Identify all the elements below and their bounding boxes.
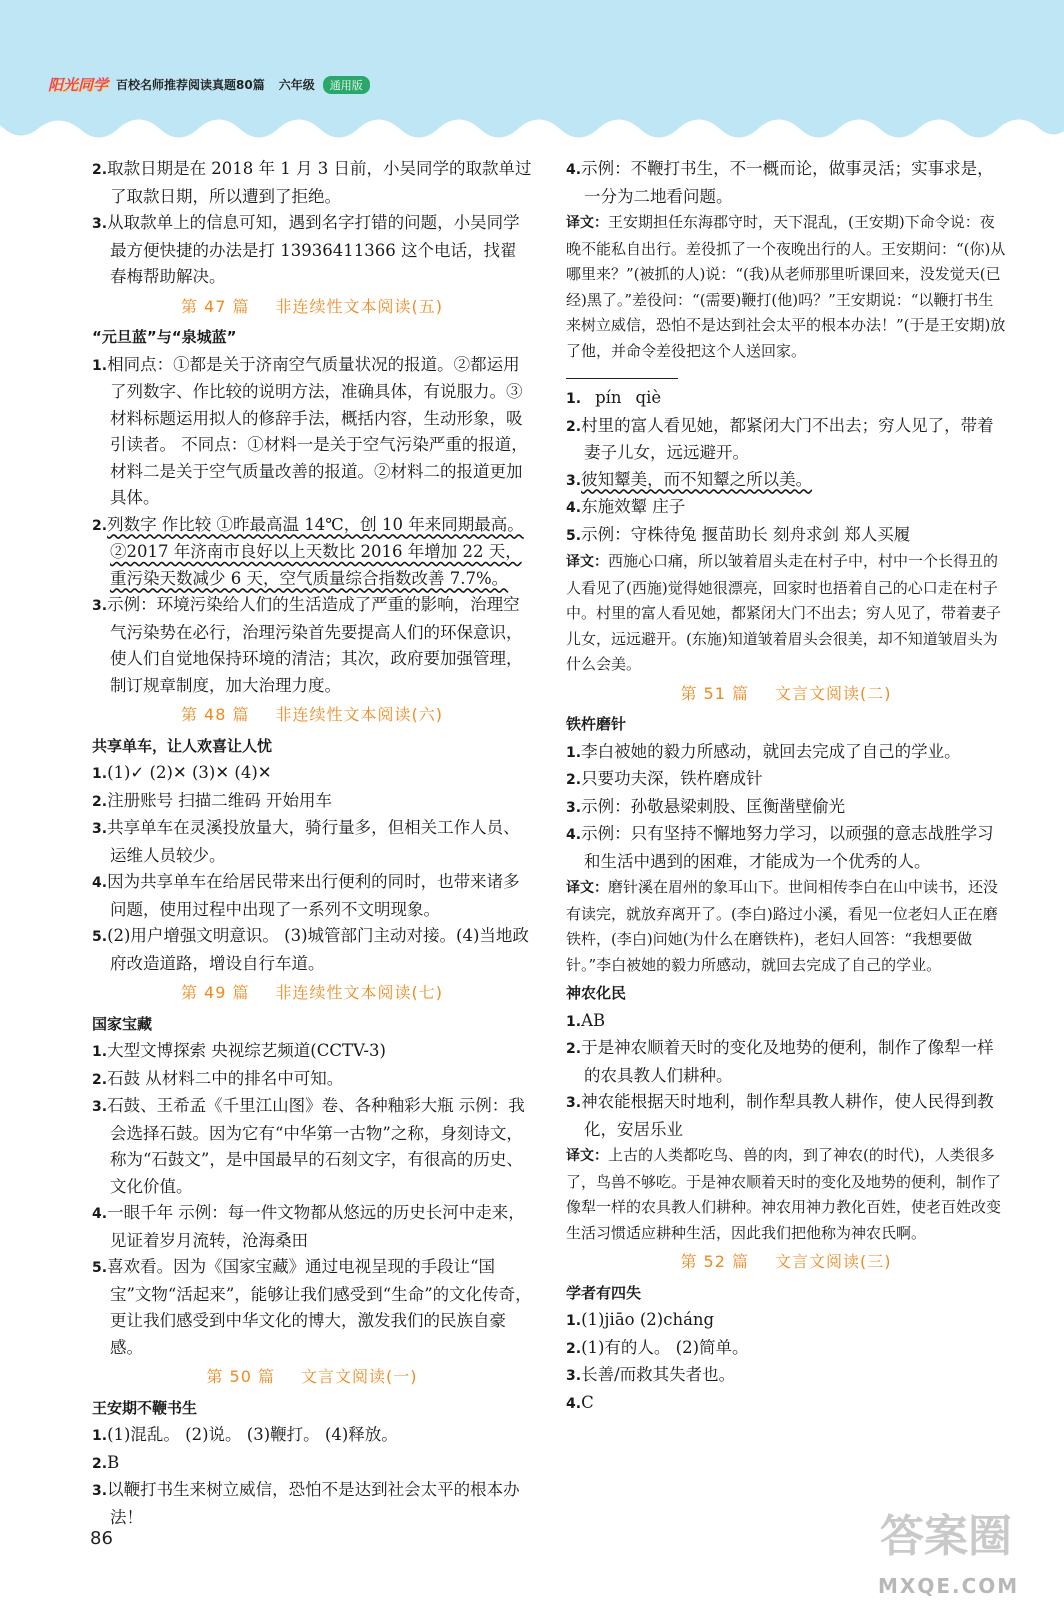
watermark-seal: 答案圈 [880, 1511, 1012, 1562]
answer-item: 5.(2)用户增强文明意识。 (3)城管部门主动对接。(4)当地政府改造道路，增设自行车道。 [92, 926, 529, 973]
answer-item: 1. pín qiè [566, 385, 1006, 413]
answer-item: 3.石鼓、王希孟《千里江山图》卷、各种釉彩大瓶 示例：我会选择石鼓。因为它有“中华第一古物”之称，身刻诗文，称为“石鼓文”，是中国最早的石刻文字，有很高的历史、文化价值。 [92, 1096, 525, 1196]
answer-item: 1.AB [566, 1010, 606, 1030]
answer-item: 5.喜欢看。因为《国家宝藏》通过电视呈现的手段让“国宝”文物“活起来”，能够让我们感受到“生命”的文化传奇，更让我们感受到中华文化的博大，激发我们的民族自豪感。 [92, 1257, 532, 1357]
answer-item: 2.注册账号 扫描二维码 开始用车 [92, 790, 333, 810]
answer-item: 1.李白被她的毅力所感动，就回去完成了自己的学业。 [566, 741, 961, 761]
left-column [92, 156, 532, 1531]
edition-badge: 通用版 [323, 76, 370, 94]
answer-item: 4.一眼千年 示例：每一件文物都从悠远的历史长河中走来，见证着岁月流转，沧海桑田 [92, 1203, 525, 1250]
answer-item: 2.列数字 作比较 ①昨最高温 14℃，创 10 年来同期最高。 ②2017 年济南市良好以上天数比 2016 年增加 22 天，重污染天数减少 6 天，空气质量综合指数改善 7.7%。 [92, 514, 524, 588]
answer-item: 2.村里的富人看见她，都紧闭大门不出去；穷人见了，带着妻子儿女，远远避开。 [566, 415, 994, 462]
translation-block: 译文：磨针溪在眉州的象耳山下。世间相传李白在山中读书，还没有读完，就放弃离开了。(李白)路过小溪，看见一位老妇人正在磨铁杵，(李白)问她(为什么在磨铁杵)，老妇人回答：“我想要做针。”李白被她的毅力所感动，就回去完成了自己的学业。 [566, 878, 999, 974]
answer-item: 3.示例：环境污染给人们的生活造成了严重的影响，治理空气污染势在必行，治理污染首先要提高人们的环保意识，使人们自觉地保持环境的清洁；其次，政府要加强管理，制订规章制度，加大治理力度。 [92, 595, 523, 695]
section-title-51: 第 51 篇 文言文阅读(二) [680, 683, 892, 703]
answer-item: 1.(1)✓ (2)✕ (3)✕ (4)✕ [92, 763, 272, 782]
passage-title: 王安期不鞭书生 [92, 1398, 198, 1417]
pinyin-a: pín [595, 388, 622, 407]
answer-item: 3.共享单车在灵溪投放量大，骑行量多，但相关工作人员、运维人员较少。 [92, 818, 520, 865]
translation-block: 译文：上古的人类都吃鸟、兽的肉，到了神农(的时代)，人类很多了，鸟兽不够吃。于是神农顺着天时的变化及地势的便利，制作了像犁一样的农具教人们耕种。神农用神力教化百姓，使老百姓改变生活习惯适应耕种生活，因此我们把他称为神农氏啊。 [566, 1146, 1002, 1242]
answer-item: 2.石鼓 从材料二中的排名中可知。 [92, 1068, 344, 1088]
answer-item: 3.彼知颦美，而不知颦之所以美。 [566, 469, 813, 489]
section-title-50: 第 50 篇 文言文阅读(一) [206, 1367, 418, 1386]
answer-item: 1.大型文博探索 央视综艺频道(CCTV-3) [92, 1041, 386, 1060]
grade-label: 六年级 [278, 78, 315, 92]
translation-block: 译文：西施心口痛，所以皱着眉头走在村子中，村中一个长得丑的人看见了(西施)觉得她很漂亮，回家时也捂着自己的心口走在村子中。村里的富人看见她，都紧闭大门不出去；穷人见了，带着妻子儿女，远远避开。(东施)知道皱着眉头会很美，却不知道皱眉头为什么会美。 [566, 552, 1002, 673]
section-title-49: 第 49 篇 非连续性文本阅读(七) [180, 983, 444, 1002]
watermark-url: MXQE.COM [878, 1574, 1020, 1598]
page-number: 86 [90, 1528, 113, 1549]
answer-item: 2.B [92, 1452, 120, 1472]
passage-title: 学者有四失 [566, 1283, 642, 1302]
answer-item: 4.因为共享单车在给居民带来出行便利的同时，也带来诸多问题，使用过程中出现了一系列不文明现象。 [92, 872, 520, 919]
answer-item: 5.示例：守株待兔 揠苗助长 刻舟求剑 郑人买履 [566, 524, 911, 544]
header-brand [48, 74, 370, 95]
answer-item: 4.东施效颦 庄子 [566, 497, 686, 516]
passage-title: 国家宝藏 [92, 1014, 153, 1033]
answer-item: 2.(1)有的人。 (2)简单。 [566, 1337, 749, 1357]
answer-item: 2.于是神农顺着天时的变化及地势的便利，制作了像犁一样的农具教人们耕种。 [566, 1038, 994, 1085]
answer-item: 3.以鞭打书生来树立威信，恐怕不是达到社会太平的根本办法！ [92, 1480, 520, 1527]
passage-title: 共享单车，让人欢喜让人忧 [92, 736, 273, 755]
divider [566, 378, 678, 379]
section-title-47: 第 47 篇 非连续性文本阅读(五) [180, 296, 444, 316]
answer-item: 3.长善/而救其失者也。 [566, 1365, 736, 1384]
passage-title: “元旦蓝”与“泉城蓝” [92, 328, 237, 346]
answer-item: 4.C [566, 1392, 594, 1412]
answer-item: 1.(1)jiāo (2)cháng [566, 1310, 715, 1329]
section-title-52: 第 52 篇 文言文阅读(三) [680, 1252, 892, 1271]
answer-item: 1.相同点：①都是关于济南空气质量状况的报道。②都运用了列数字、作比较的说明方法，准确具体，有说服力。③材料标题运用拟人的修辞手法，概括内容，生动形象，吸引读者。 不同点：①材料一是关于空气污染严重的报道，材料二是关于空气质量改善的报道。②材料二的报道更加具体。 [92, 354, 528, 507]
answer-item: 4.示例：不鞭打书生，不一概而论，做事灵活；实事求是，一分为二地看问题。 [566, 159, 994, 206]
answer-item: 2.取款日期是在 2018 年 1 月 3 日前，小吴同学的取款单过了取款日期，所以遭到了拒绝。 [92, 159, 532, 206]
answer-item: 4.示例：只有坚持不懈地努力学习，以顽强的意志战胜学习和生活中遇到的困难，才能成为一个优秀的人。 [566, 824, 994, 871]
answer-item: 2.只要功夫深，铁杵磨成针 [566, 769, 763, 788]
translation-block: 译文：王安期担任东海郡守时，天下混乱，(王安期)下命令说：夜晚不能私自出行。差役抓了一个夜晚出行的人。王安期问：“(你)从哪里来？”(被抓的人)说：“(我)从老师那里听课回来，没发觉天(已经)黑了。”差役问：“(需要)鞭打(他)吗？”王安期说：“以鞭打书生来树立威信，恐怕不是达到社会太平的根本办法！”(于是王安期)放了他，并命令差役把这个人送回家。 [566, 213, 1006, 360]
passage-title: 神农化民 [566, 984, 627, 1002]
series-title: 百校名师推荐阅读真题80篇 [116, 78, 265, 92]
answer-item: 3.神农能根据天时地利，制作犁具教人耕作，使人民得到教化，安居乐业 [566, 1092, 994, 1139]
answer-item: 1.(1)混乱。 (2)说。 (3)鞭打。 (4)释放。 [92, 1425, 398, 1444]
header-band [0, 0, 1064, 150]
passage-title: 铁杵磨针 [566, 715, 627, 733]
brand-logo: 阳光同学 [48, 76, 109, 94]
pinyin-b: qiè [635, 388, 662, 407]
cloud-wave-decoration [0, 105, 1064, 150]
right-column [566, 156, 1006, 1417]
section-title-48: 第 48 篇 非连续性文本阅读(六) [180, 705, 444, 724]
answer-item: 3.示例：孙敬悬梁刺股、匡衡凿壁偷光 [566, 796, 846, 816]
answer-item: 3.从取款单上的信息可知，遇到名字打错的问题，小吴同学最方便快捷的办法是打 13936411366 这个电话，找翟春梅帮助解决。 [92, 213, 520, 286]
